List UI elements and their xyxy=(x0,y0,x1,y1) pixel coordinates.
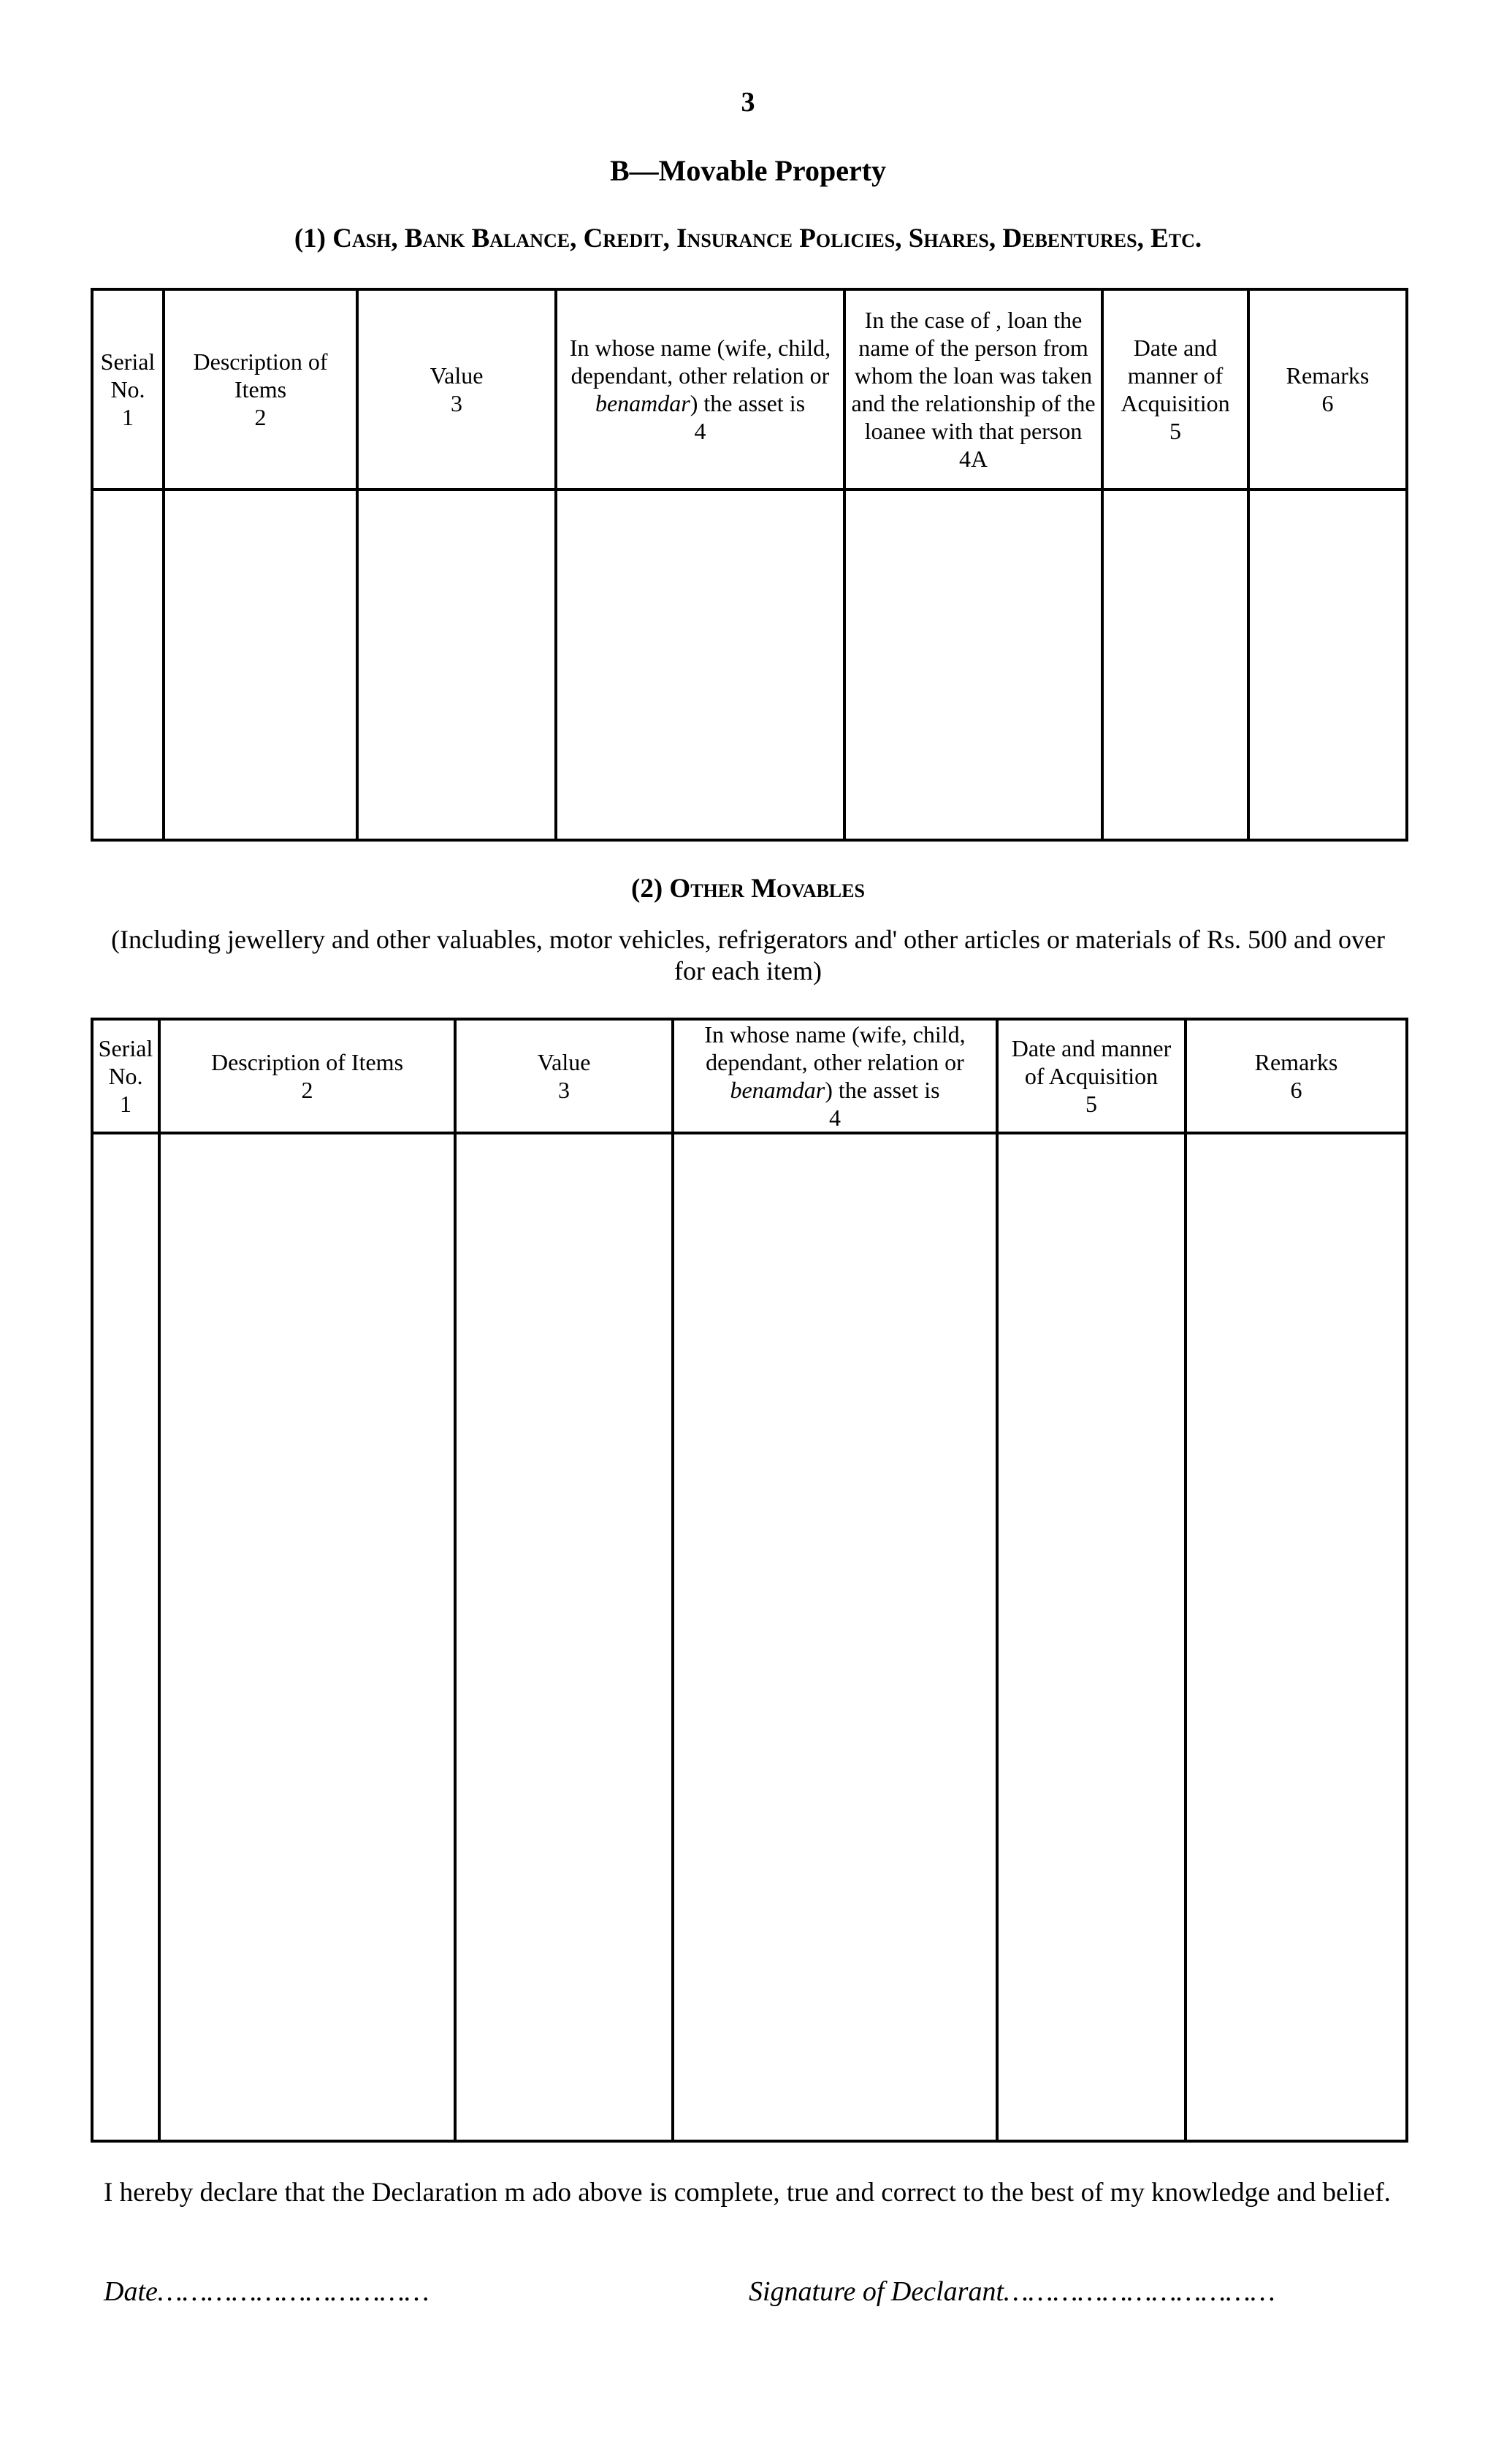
header-label: Date and manner of Acquisition xyxy=(1121,335,1230,416)
date-field[interactable]: Date…………………………… xyxy=(104,2276,430,2307)
column-number: 3 xyxy=(451,390,462,416)
header-label xyxy=(560,334,840,417)
column-number: 1 xyxy=(122,404,134,430)
column-number: 3 xyxy=(558,1077,570,1103)
section-1-title: (1) Cash, Bank Balance, Credit, Insurance Policies, Shares, Debentures, Etc. xyxy=(294,224,1202,253)
column-number: 5 xyxy=(1085,1091,1097,1117)
table-header-row xyxy=(92,1019,1407,1133)
header-label-italic: benamdar xyxy=(730,1077,825,1103)
cash-bank-shares-table xyxy=(91,288,1408,842)
column-header-serial xyxy=(92,289,164,489)
remarks-cell[interactable] xyxy=(1186,1133,1407,2141)
header-label: Value xyxy=(537,1049,591,1075)
section-2-title: (2) Other Movables xyxy=(631,874,865,904)
column-number: 2 xyxy=(254,404,267,430)
table-row xyxy=(92,1133,1407,2141)
value-cell[interactable] xyxy=(357,489,556,840)
signature-field[interactable]: Signature of Declarant…………………………… xyxy=(749,2276,1275,2307)
column-number: 1 xyxy=(120,1091,131,1117)
table-row xyxy=(92,489,1407,840)
whose-name-cell[interactable] xyxy=(556,489,844,840)
header-label: Remarks xyxy=(1254,1049,1338,1075)
description-cell[interactable] xyxy=(164,489,357,840)
column-number: 4 xyxy=(694,418,706,444)
header-label: Serial No. xyxy=(98,1035,153,1089)
column-number: 4 xyxy=(829,1105,841,1131)
header-label: Date and manner of Acquisition xyxy=(1011,1035,1172,1089)
serial-cell[interactable] xyxy=(92,1133,159,2141)
header-label: In the case of , loan the name of the person from whom the loan was taken and the relationship of the loanee with that person xyxy=(851,307,1096,444)
column-number: 5 xyxy=(1169,418,1181,444)
value-cell[interactable] xyxy=(455,1133,673,2141)
acquisition-cell[interactable] xyxy=(997,1133,1186,2141)
column-number: 6 xyxy=(1290,1077,1302,1103)
header-label: Serial No. xyxy=(100,348,156,403)
header-label: Remarks xyxy=(1286,362,1370,389)
header-label xyxy=(677,1021,993,1104)
column-number: 4A xyxy=(958,446,988,472)
column-header-remarks xyxy=(1248,289,1407,489)
other-movables-table xyxy=(91,1018,1408,2143)
acquisition-cell[interactable] xyxy=(1102,489,1248,840)
whose-name-cell[interactable] xyxy=(673,1133,997,2141)
column-header-whose-name xyxy=(673,1019,997,1133)
loan-cell[interactable] xyxy=(844,489,1102,840)
header-label-italic: benamdar xyxy=(595,390,690,416)
column-header-acquisition xyxy=(997,1019,1186,1133)
header-label-pre: In whose name (wife, child, dependant, other relation or xyxy=(569,335,831,389)
header-label: Value xyxy=(430,362,484,389)
header-label: Description of Items xyxy=(193,348,328,403)
header-label: Description of Items xyxy=(210,1049,404,1075)
remarks-cell[interactable] xyxy=(1248,489,1407,840)
column-header-value xyxy=(455,1019,673,1133)
declaration-text: I hereby declare that the Declaration m ado above is complete, true and correct to the best of my knowledge and belief. xyxy=(104,2178,1391,2208)
header-label-post: ) the asset is xyxy=(825,1077,940,1103)
part-title: B—Movable Property xyxy=(609,154,887,187)
description-cell[interactable] xyxy=(159,1133,455,2141)
header-label-post: ) the asset is xyxy=(690,390,806,416)
column-header-value xyxy=(357,289,556,489)
section-2-note: (Including jewellery and other valuables, motor vehicles, refrigerators and' other articles or materials of Rs. 500 and over for each item) xyxy=(111,925,1385,985)
header-label-pre: In whose name (wife, child, dependant, other relation or xyxy=(704,1021,966,1075)
column-header-description xyxy=(159,1019,455,1133)
page-number: 3 xyxy=(741,87,755,118)
column-header-loan xyxy=(844,289,1102,489)
column-number: 6 xyxy=(1321,390,1334,416)
column-header-remarks xyxy=(1186,1019,1407,1133)
serial-cell[interactable] xyxy=(92,489,164,840)
column-header-acquisition xyxy=(1102,289,1248,489)
column-header-whose-name xyxy=(556,289,844,489)
column-number: 2 xyxy=(301,1077,313,1103)
column-header-description xyxy=(164,289,357,489)
table-header-row xyxy=(92,289,1407,489)
column-header-serial xyxy=(92,1019,159,1133)
